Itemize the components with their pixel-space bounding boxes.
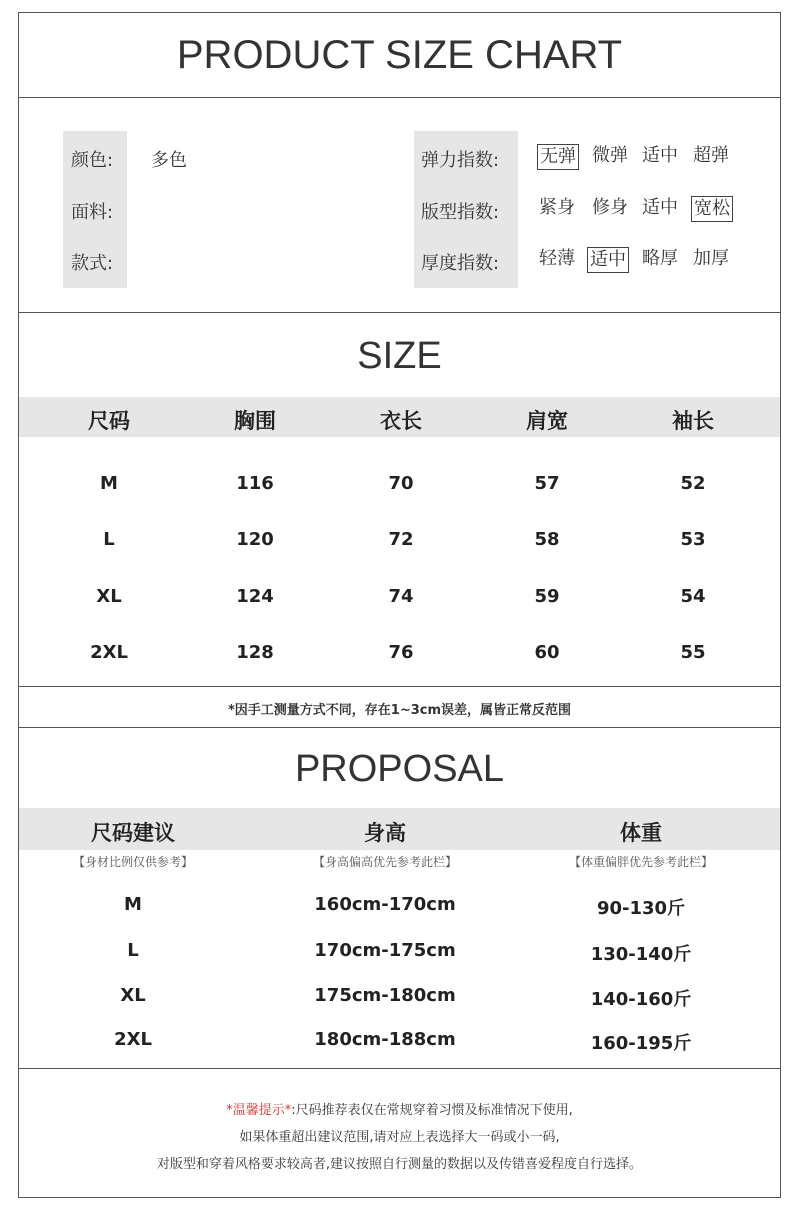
table-cell: 128 (236, 642, 274, 663)
table-cell: 70 (388, 473, 414, 494)
fit-option: 宽松 (691, 196, 733, 222)
thickness-option: 略厚 (642, 248, 678, 269)
table-cell: 180cm-188cm (314, 1029, 456, 1050)
thickness-label: 厚度指数: (421, 253, 500, 274)
table-cell: 160-195斤 (590, 1033, 692, 1054)
table-cell: 2XL (114, 1029, 152, 1050)
tips-line-2: 如果体重超出建议范围,请对应上表选择大一码或小一码, (239, 1130, 560, 1145)
fit-option: 紧身 (539, 197, 575, 218)
page-title: PRODUCT SIZE CHART (176, 33, 623, 77)
elasticity-option: 微弹 (592, 145, 628, 166)
proposal-box (18, 727, 781, 1069)
table-cell: 175cm-180cm (314, 985, 456, 1006)
table-cell: 53 (680, 529, 706, 550)
table-cell: 140-160斤 (590, 989, 692, 1010)
table-cell: 124 (236, 586, 274, 607)
thickness-option: 适中 (587, 247, 629, 273)
table-cell: 130-140斤 (590, 944, 692, 965)
tips-line-1 (19, 1099, 780, 1118)
table-cell: 72 (388, 529, 414, 550)
size-header: 衣长 (380, 409, 422, 433)
table-cell: L (127, 940, 139, 961)
color-label: 颜色: (71, 150, 114, 171)
elasticity-option: 超弹 (693, 145, 729, 166)
info-box (18, 97, 781, 313)
size-header: 袖长 (672, 409, 714, 433)
proposal-subheader: 【身高偏高优先参考此栏】 (312, 855, 457, 869)
table-cell: 170cm-175cm (314, 940, 456, 961)
table-cell: 58 (534, 529, 560, 550)
tips-line-3: 对版型和穿着风格要求较高者,建议按照自行测量的数据以及传错喜爱程度自行选择。 (156, 1157, 643, 1172)
fit-option: 修身 (592, 197, 628, 218)
elasticity-option: 适中 (642, 145, 678, 166)
fit-label: 版型指数: (421, 202, 500, 223)
table-cell: 60 (534, 642, 560, 663)
size-title: SIZE (357, 335, 442, 377)
table-cell: 116 (236, 473, 274, 494)
table-cell: 160cm-170cm (314, 894, 456, 915)
fit-option: 适中 (642, 197, 678, 218)
size-header: 肩宽 (526, 409, 568, 433)
table-cell: 52 (680, 473, 706, 494)
tips-text-1: :尺码推荐表仅在常规穿着习惯及标准情况下使用, (291, 1103, 573, 1118)
note-box (18, 686, 781, 728)
table-cell: 57 (534, 473, 560, 494)
tips-prefix: *温馨提示* (226, 1103, 292, 1118)
elasticity-option: 无弹 (537, 144, 579, 170)
table-cell: 54 (680, 586, 706, 607)
color-value: 多色 (151, 150, 187, 171)
proposal-header: 尺码建议 (91, 821, 175, 845)
style-label: 款式: (71, 253, 114, 274)
thickness-option: 轻薄 (539, 248, 575, 269)
tips-box (18, 1068, 781, 1198)
elasticity-label: 弹力指数: (421, 150, 500, 171)
table-cell: 55 (680, 642, 706, 663)
table-cell: 120 (236, 529, 274, 550)
thickness-option: 加厚 (693, 248, 729, 269)
table-cell: M (124, 894, 142, 915)
size-box (18, 312, 781, 687)
table-cell: 59 (534, 586, 560, 607)
table-cell: 76 (388, 642, 414, 663)
proposal-subheader: 【体重偏胖优先参考此栏】 (568, 855, 713, 869)
table-cell: XL (120, 985, 146, 1006)
header-box (18, 12, 781, 98)
proposal-title: PROPOSAL (294, 748, 505, 790)
table-cell: XL (96, 586, 122, 607)
proposal-header: 身高 (364, 821, 406, 845)
table-cell: 90-130斤 (596, 898, 686, 919)
table-cell: L (103, 529, 115, 550)
size-header: 尺码 (88, 409, 130, 433)
table-cell: 74 (388, 586, 414, 607)
proposal-subheader: 【身材比例仅供参考】 (72, 855, 193, 869)
table-cell: 2XL (90, 642, 128, 663)
size-header: 胸围 (234, 409, 276, 433)
measurement-note: *因手工测量方式不同，存在1~3cm误差，属皆正常反范围 (227, 703, 572, 718)
fabric-label: 面料: (71, 202, 114, 223)
table-cell: M (100, 473, 118, 494)
proposal-header: 体重 (620, 821, 662, 845)
